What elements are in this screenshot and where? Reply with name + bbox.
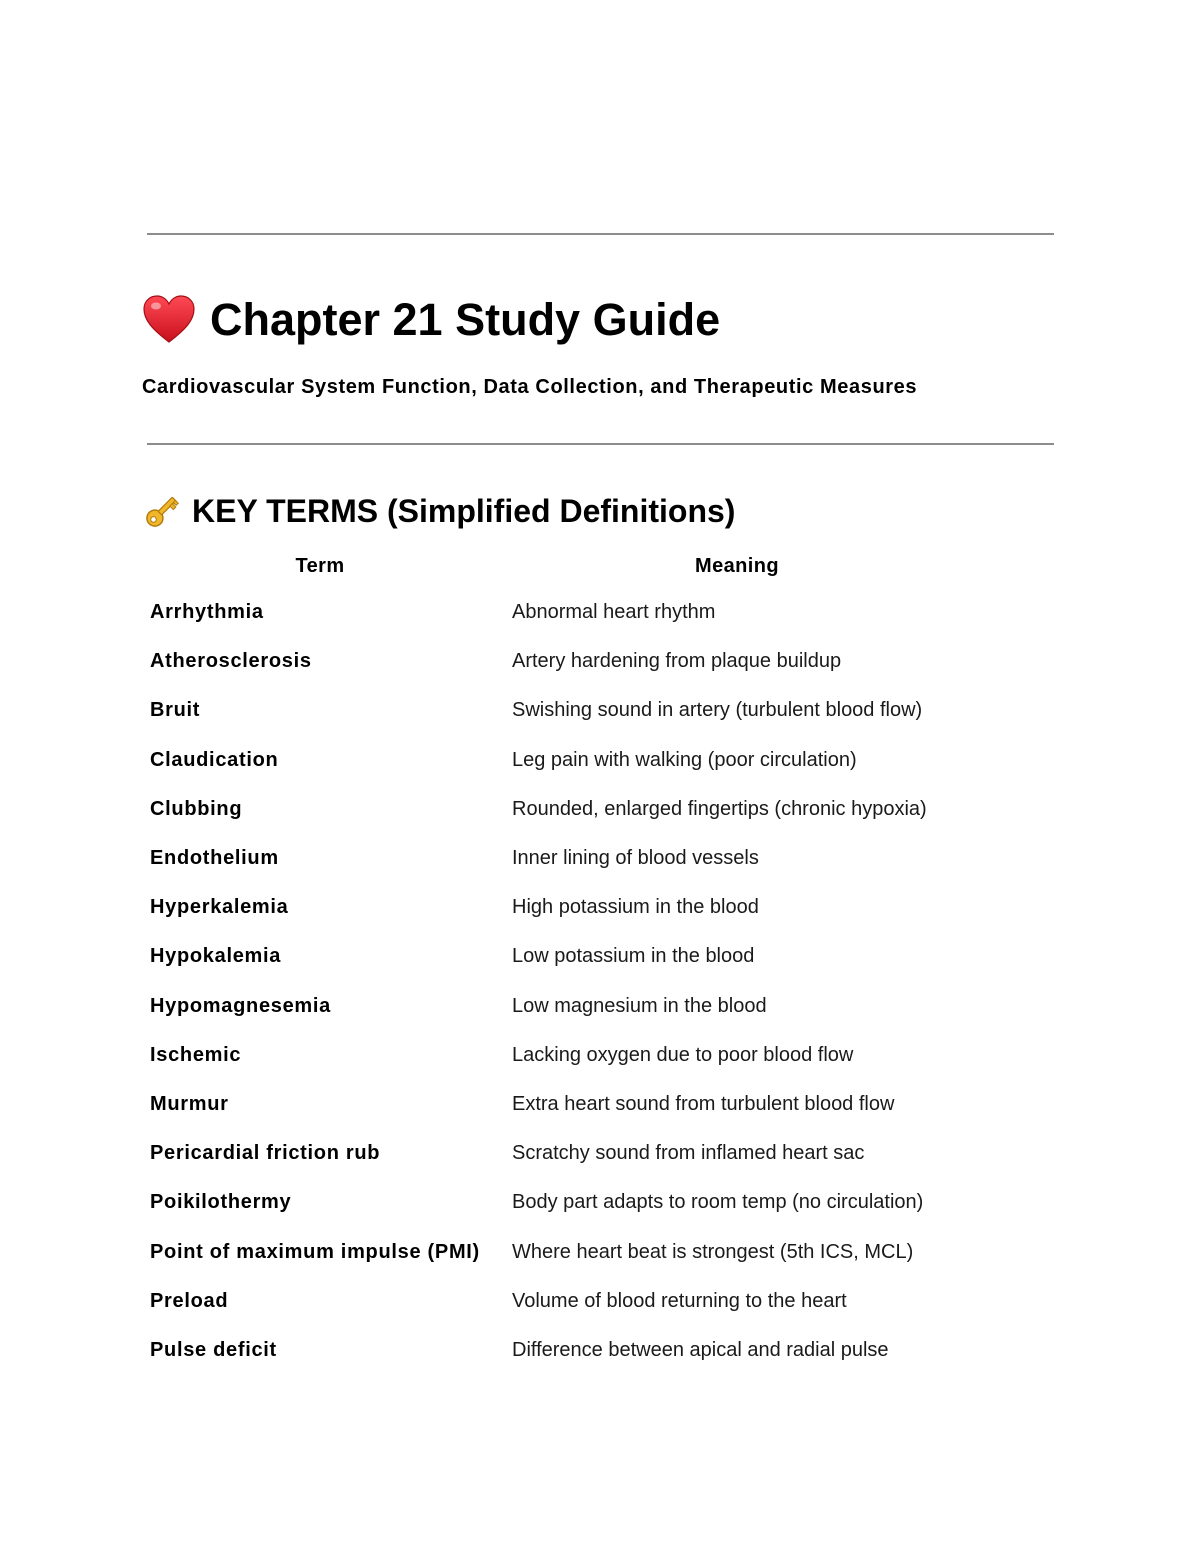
term-cell: Murmur: [150, 1092, 229, 1115]
term-cell: Endothelium: [150, 847, 279, 870]
meaning-cell: Extra heart sound from turbulent blood flow: [512, 1092, 895, 1115]
table-row: [150, 1129, 962, 1178]
table-row: [150, 1080, 962, 1129]
meaning-cell: Low potassium in the blood: [512, 945, 755, 968]
key-icon: [142, 491, 182, 531]
meaning-cell: Abnormal heart rhythm: [512, 601, 716, 624]
horizontal-rule-top: [147, 233, 1054, 235]
meaning-cell: Rounded, enlarged fingertips (chronic hypoxia): [512, 797, 927, 820]
term-cell: Hypokalemia: [150, 945, 282, 968]
term-cell: Point of maximum impulse (PMI): [150, 1240, 480, 1263]
meaning-cell: Leg pain with walking (poor circulation): [512, 748, 857, 771]
term-cell: Claudication: [150, 748, 279, 771]
table-row: [150, 736, 962, 785]
table-row: [150, 686, 962, 735]
term-cell: Hyperkalemia: [150, 896, 289, 919]
meaning-cell: Where heart beat is strongest (5th ICS, MCL): [512, 1240, 914, 1263]
meaning-cell: Difference between apical and radial pulse: [512, 1338, 889, 1361]
column-header-meaning: Meaning: [695, 554, 779, 577]
table-header-row: [150, 552, 962, 588]
page-title: Chapter 21 Study Guide: [210, 294, 721, 345]
table-row: [150, 932, 962, 981]
page-subtitle: Cardiovascular System Function, Data Collection, and Therapeutic Measures: [142, 376, 918, 398]
meaning-cell: Swishing sound in artery (turbulent blood flow): [512, 699, 923, 722]
term-cell: Clubbing: [150, 797, 243, 820]
meaning-cell: Body part adapts to room temp (no circulation): [512, 1191, 924, 1214]
table-body: [150, 588, 962, 1375]
meaning-cell: Scratchy sound from inflamed heart sac: [512, 1142, 865, 1165]
meaning-cell: Artery hardening from plaque buildup: [512, 650, 842, 673]
meaning-cell: Low magnesium in the blood: [512, 994, 767, 1017]
meaning-cell: Inner lining of blood vessels: [512, 847, 759, 870]
table-row: [150, 1178, 962, 1227]
meaning-cell: High potassium in the blood: [512, 896, 759, 919]
section-heading: KEY TERMS (Simplified Definitions): [192, 492, 736, 529]
table-row: [150, 834, 962, 883]
table-row: [150, 982, 962, 1031]
meaning-cell: Volume of blood returning to the heart: [512, 1289, 847, 1312]
term-cell: Preload: [150, 1289, 229, 1312]
table-row: [150, 1227, 962, 1276]
table-row: [150, 883, 962, 932]
term-cell: Hypomagnesemia: [150, 994, 331, 1017]
term-cell: Arrhythmia: [150, 601, 264, 624]
section-heading-row: [142, 488, 735, 534]
title-row: [142, 290, 720, 350]
term-cell: Atherosclerosis: [150, 650, 312, 673]
red-heart-icon: [142, 295, 196, 345]
table-row: [150, 588, 962, 637]
term-cell: Ischemic: [150, 1043, 242, 1066]
term-cell: Pericardial friction rub: [150, 1142, 381, 1165]
table-row: [150, 1031, 962, 1080]
term-cell: Poikilothermy: [150, 1191, 292, 1214]
horizontal-rule-middle: [147, 443, 1054, 445]
table-row: [150, 785, 962, 834]
term-cell: Pulse deficit: [150, 1338, 277, 1361]
table-row: [150, 1326, 962, 1375]
meaning-cell: Lacking oxygen due to poor blood flow: [512, 1043, 854, 1066]
term-cell: Bruit: [150, 699, 201, 722]
key-terms-table: [150, 552, 962, 1375]
column-header-term: Term: [295, 554, 345, 577]
table-row: [150, 637, 962, 686]
table-row: [150, 1277, 962, 1326]
